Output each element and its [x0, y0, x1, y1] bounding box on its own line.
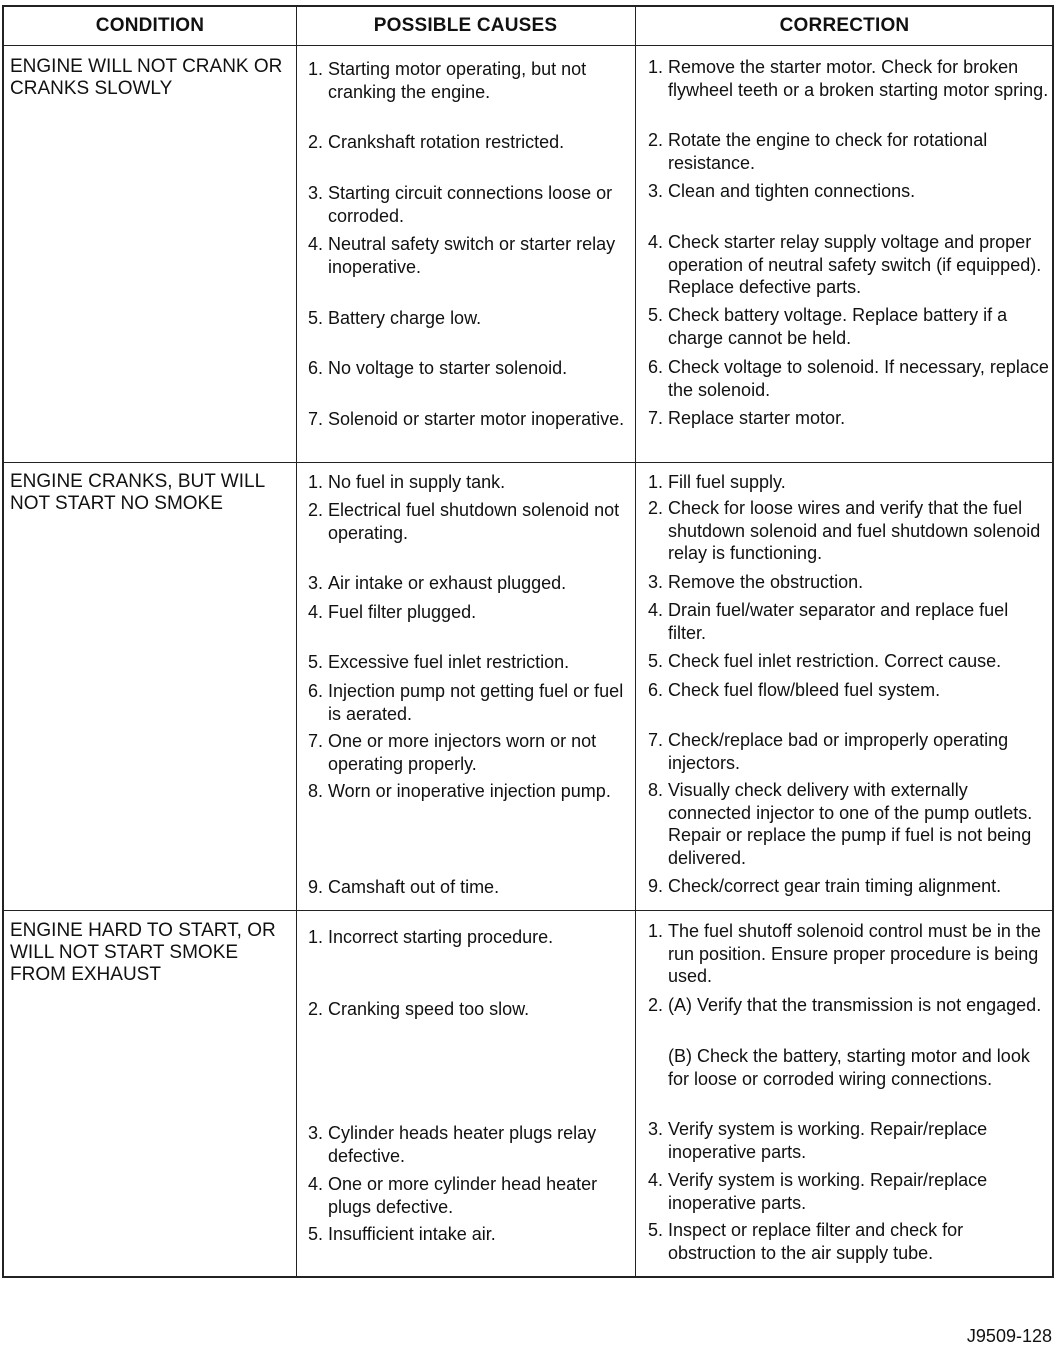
cause-item: [308, 998, 628, 1021]
correction-number: 3.: [648, 181, 664, 201]
cause-text: One or more injectors worn or not operating properly.: [328, 731, 597, 774]
correction-text: Check fuel inlet restriction. Correct cause.: [668, 651, 1002, 671]
cause-text: Starting circuit connections loose or corroded.: [328, 183, 613, 226]
cause-item: [308, 58, 628, 103]
section-divider: [4, 910, 1052, 911]
correction-number: 6.: [648, 357, 664, 377]
cause-item: [308, 471, 628, 494]
correction-number: 9.: [648, 876, 664, 896]
correction-item: [648, 650, 1050, 673]
correction-number: 2.: [648, 498, 664, 518]
cause-item: [308, 408, 628, 431]
correction-number: 7.: [648, 730, 664, 750]
correction-item: [648, 356, 1050, 401]
cause-text: Starting motor operating, but not cranking the engine.: [328, 59, 587, 102]
correction-text: Fill fuel supply.: [668, 472, 786, 492]
cause-item: [308, 499, 628, 544]
correction-text: Check battery voltage. Replace battery if a charge cannot be held.: [668, 305, 1008, 348]
cause-item: [308, 1173, 628, 1218]
correction-item: [648, 729, 1050, 774]
correction-number: 4.: [648, 232, 664, 252]
header-divider: [4, 45, 1052, 46]
correction-item: [648, 1045, 1050, 1090]
cause-item: [308, 1223, 628, 1246]
correction-item: [648, 994, 1050, 1017]
cause-number: 2.: [308, 999, 324, 1019]
correction-item: [648, 599, 1050, 644]
correction-text: (B) Check the battery, starting motor and look for loose or corroded wiring connections.: [668, 1046, 1030, 1089]
cause-number: 1.: [308, 59, 324, 79]
cause-number: 4.: [308, 1174, 324, 1194]
cause-number: 1.: [308, 927, 324, 947]
correction-item: [648, 471, 1050, 494]
cause-number: 6.: [308, 681, 324, 701]
correction-text: Rotate the engine to check for rotational resistance.: [668, 130, 988, 173]
correction-item: [648, 1219, 1050, 1264]
cause-item: [308, 651, 628, 674]
correction-text: Verify system is working. Repair/replace inoperative parts.: [668, 1119, 988, 1162]
correction-text: Clean and tighten connections.: [668, 181, 916, 201]
cause-text: Camshaft out of time.: [328, 877, 500, 897]
correction-number: 6.: [648, 680, 664, 700]
correction-number: 3.: [648, 1119, 664, 1139]
correction-text: Check voltage to solenoid. If necessary, replace the solenoid.: [668, 357, 1049, 400]
cause-item: [308, 357, 628, 380]
section-divider: [4, 462, 1052, 463]
header-correction: CORRECTION: [779, 15, 910, 36]
correction-item: [648, 497, 1050, 565]
cause-number: 4.: [308, 234, 324, 254]
correction-text: (A) Verify that the transmission is not engaged.: [668, 995, 1042, 1015]
cause-text: Cylinder heads heater plugs relay defective.: [328, 1123, 597, 1166]
cause-item: [308, 182, 628, 227]
correction-item: [648, 920, 1050, 988]
correction-item: [648, 571, 1050, 594]
column-divider: [296, 7, 297, 1276]
correction-number: 5.: [648, 305, 664, 325]
cause-text: Cranking speed too slow.: [328, 999, 530, 1019]
header-condition: CONDITION: [95, 15, 205, 36]
cause-text: Excessive fuel inlet restriction.: [328, 652, 570, 672]
correction-text: Remove the obstruction.: [668, 572, 864, 592]
correction-item: [648, 1118, 1050, 1163]
correction-item: [648, 129, 1050, 174]
correction-number: 7.: [648, 408, 664, 428]
cause-text: Battery charge low.: [328, 308, 482, 328]
cause-number: 2.: [308, 132, 324, 152]
cause-item: [308, 876, 628, 899]
cause-number: 8.: [308, 781, 324, 801]
correction-item: [648, 231, 1050, 299]
correction-item: [648, 180, 1050, 203]
correction-text: Remove the starter motor. Check for broken flywheel teeth or a broken starting motor spring.: [668, 57, 1049, 100]
correction-item: [648, 779, 1050, 869]
cause-number: 5.: [308, 1224, 324, 1244]
cause-item: [308, 780, 628, 803]
correction-text: Check fuel flow/bleed fuel system.: [668, 680, 941, 700]
cause-text: Injection pump not getting fuel or fuel is aerated.: [328, 681, 624, 724]
correction-number: 5.: [648, 1220, 664, 1240]
correction-number: 4.: [648, 600, 664, 620]
cause-item: [308, 926, 628, 949]
cause-item: [308, 601, 628, 624]
correction-number: 3.: [648, 572, 664, 592]
cause-item: [308, 1122, 628, 1167]
cause-text: Solenoid or starter motor inoperative.: [328, 409, 625, 429]
cause-text: Electrical fuel shutdown solenoid not operating.: [328, 500, 620, 543]
cause-number: 3.: [308, 183, 324, 203]
cause-text: Incorrect starting procedure.: [328, 927, 554, 947]
cause-text: Fuel filter plugged.: [328, 602, 477, 622]
correction-item: [648, 679, 1050, 702]
cause-number: 9.: [308, 877, 324, 897]
correction-item: [648, 56, 1050, 101]
correction-item: [648, 1169, 1050, 1214]
correction-text: Visually check delivery with externally connected injector to one of the pump outlets. Repair or replace the pump if fuel is not being delivered.: [668, 780, 1033, 868]
correction-item: [648, 875, 1050, 898]
header-possible-causes: POSSIBLE CAUSES: [373, 15, 558, 36]
condition-engine-hard-to-start: ENGINE HARD TO START, OR WILL NOT START SMOKE FROM EXHAUST: [10, 920, 276, 985]
cause-number: 3.: [308, 1123, 324, 1143]
correction-text: Replace starter motor.: [668, 408, 846, 428]
correction-number: 2.: [648, 995, 664, 1015]
correction-number: 1.: [648, 472, 664, 492]
cause-text: No fuel in supply tank.: [328, 472, 506, 492]
correction-text: Check starter relay supply voltage and proper operation of neutral safety switch (if equipped). Replace defective parts.: [668, 232, 1042, 297]
correction-number: 8.: [648, 780, 664, 800]
cause-text: Worn or inoperative injection pump.: [328, 781, 611, 801]
cause-text: No voltage to starter solenoid.: [328, 358, 568, 378]
correction-text: The fuel shutoff solenoid control must be in the run position. Ensure proper procedure is being used.: [668, 921, 1041, 986]
correction-item: [648, 407, 1050, 430]
correction-text: Check for loose wires and verify that the fuel shutdown solenoid and fuel shutdown solenoid relay is functioning.: [668, 498, 1041, 563]
cause-number: 6.: [308, 358, 324, 378]
correction-number: 1.: [648, 921, 664, 941]
cause-text: Crankshaft rotation restricted.: [328, 132, 565, 152]
cause-item: [308, 307, 628, 330]
correction-text: Check/correct gear train timing alignment.: [668, 876, 1002, 896]
correction-text: Verify system is working. Repair/replace inoperative parts.: [668, 1170, 988, 1213]
correction-number: 4.: [648, 1170, 664, 1190]
correction-item: [648, 304, 1050, 349]
cause-number: 7.: [308, 409, 324, 429]
cause-number: 4.: [308, 602, 324, 622]
cause-text: Neutral safety switch or starter relay inoperative.: [328, 234, 616, 277]
cause-item: [308, 233, 628, 278]
correction-text: Check/replace bad or improperly operating injectors.: [668, 730, 1009, 773]
cause-number: 3.: [308, 573, 324, 593]
column-divider: [635, 7, 636, 1276]
correction-number: 2.: [648, 130, 664, 150]
condition-engine-cranks-no-start: ENGINE CRANKS, BUT WILL NOT START NO SMOKE: [10, 471, 265, 514]
cause-number: 2.: [308, 500, 324, 520]
figure-id: J9509-128: [966, 1326, 1052, 1346]
cause-item: [308, 680, 628, 725]
cause-number: 1.: [308, 472, 324, 492]
cause-item: [308, 730, 628, 775]
correction-text: Inspect or replace filter and check for obstruction to the air supply tube.: [668, 1220, 964, 1263]
condition-engine-will-not-crank: ENGINE WILL NOT CRANK OR CRANKS SLOWLY: [10, 56, 283, 99]
cause-item: [308, 131, 628, 154]
cause-number: 5.: [308, 652, 324, 672]
cause-number: 7.: [308, 731, 324, 751]
cause-text: One or more cylinder head heater plugs defective.: [328, 1174, 598, 1217]
correction-number: 1.: [648, 57, 664, 77]
cause-text: Insufficient intake air.: [328, 1224, 496, 1244]
correction-text: Drain fuel/water separator and replace fuel filter.: [668, 600, 1009, 643]
correction-number: 5.: [648, 651, 664, 671]
cause-text: Air intake or exhaust plugged.: [328, 573, 567, 593]
cause-item: [308, 572, 628, 595]
cause-number: 5.: [308, 308, 324, 328]
